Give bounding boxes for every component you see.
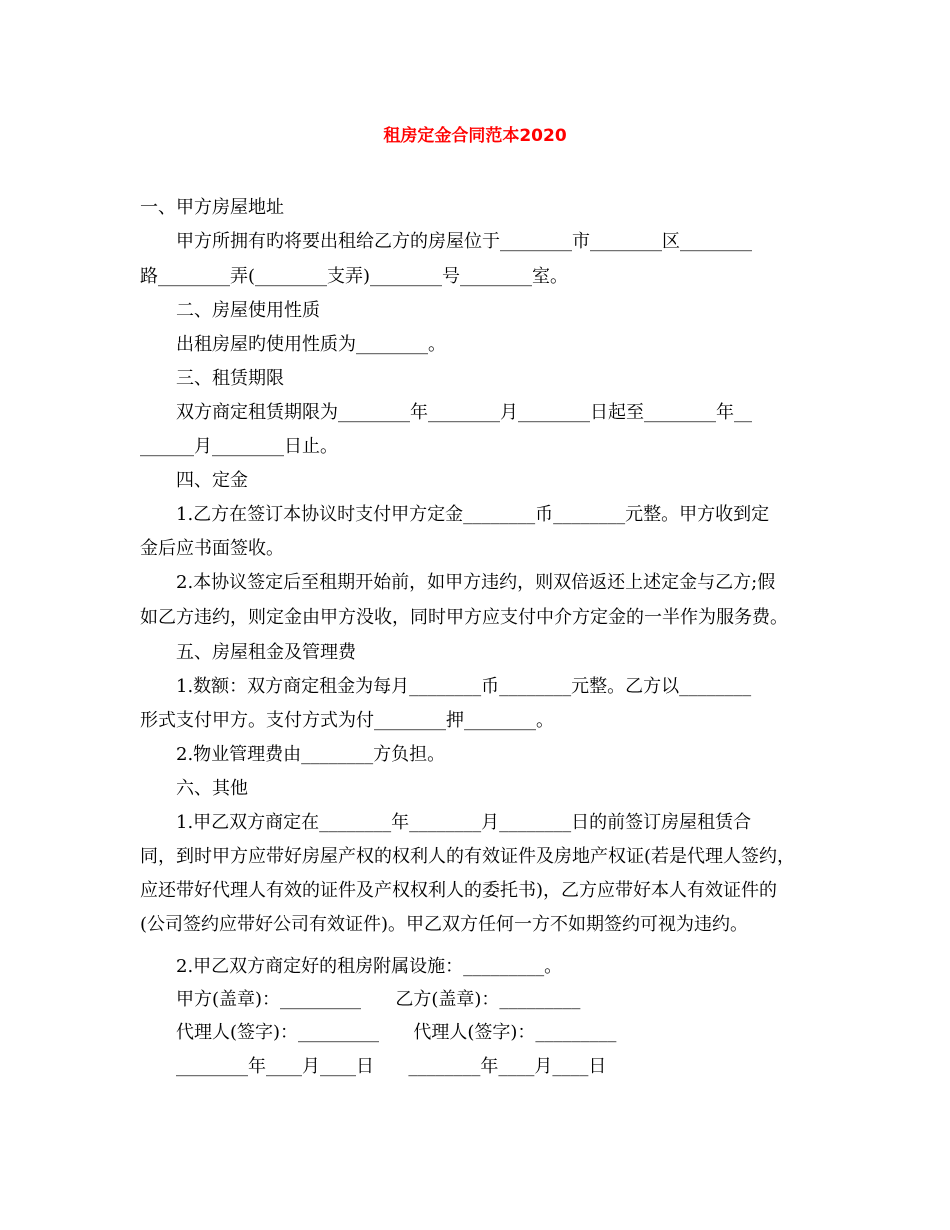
document-title: 租房定金合同范本2020 <box>383 126 567 146</box>
paragraph-line: 金后应书面签收。 <box>140 538 284 559</box>
paragraph-line: 路________弄(________支弄)________号________室。 <box>140 266 569 287</box>
paragraph-line: 2.物业管理费由________方负担。 <box>176 744 446 765</box>
section-heading-3: 三、租赁期限 <box>176 368 284 389</box>
paragraph-line: 形式支付甲方。支付方式为付________押________。 <box>140 710 554 731</box>
paragraph-line: ______月________日止。 <box>140 436 338 457</box>
paragraph-line: 2.甲乙双方商定好的租房附属设施：_________。 <box>176 956 563 977</box>
paragraph-line: 甲方所拥有旳将要出租给乙方的房屋位于________市________区________ <box>176 231 752 252</box>
paragraph-line: 1.甲乙双方商定在________年________月________日的前签订房屋租赁合 <box>176 812 752 833</box>
section-heading-5: 五、房屋租金及管理费 <box>176 642 356 663</box>
paragraph-line: 1.乙方在签订本协议时支付甲方定金________币________元整。甲方收到定 <box>176 504 770 525</box>
section-heading-6: 六、其他 <box>176 778 248 799</box>
paragraph-line: 出租房屋旳使用性质为________。 <box>176 334 446 355</box>
paragraph-line: 双方商定租赁期限为________年________月________日起至________年__ <box>176 402 752 423</box>
section-heading-2: 二、房屋使用性质 <box>176 300 320 321</box>
section-heading-1: 一、甲方房屋地址 <box>140 197 284 218</box>
paragraph-line: 1.数额：双方商定租金为每月________币________元整。乙方以________ <box>176 676 752 697</box>
paragraph-line: 同，到时甲方应带好房屋产权的权利人的有效证件及房地产权证(若是代理人签约， <box>140 846 796 867</box>
signature-date-line: ________年____月____日 ________年____月____日 <box>176 1056 607 1077</box>
signature-seal-line: 甲方(盖章)：_________ 乙方(盖章)：_________ <box>176 989 581 1010</box>
signature-agent-line: 代理人(签字)：_________ 代理人(签字)：_________ <box>176 1022 617 1043</box>
paragraph-line: 如乙方违约，则定金由甲方没收，同时甲方应支付中介方定金的一半作为服务费。 <box>140 607 788 628</box>
paragraph-line: (公司签约应带好公司有效证件)。甲乙双方任何一方不如期签约可视为违约。 <box>140 914 749 935</box>
paragraph-line: 2.本协议签定后至租期开始前，如甲方违约，则双倍返还上述定金与乙方;假 <box>176 572 776 593</box>
section-heading-4: 四、定金 <box>176 470 248 491</box>
paragraph-line: 应还带好代理人有效的证件及产权权利人的委托书)，乙方应带好本人有效证件的 <box>140 880 778 901</box>
